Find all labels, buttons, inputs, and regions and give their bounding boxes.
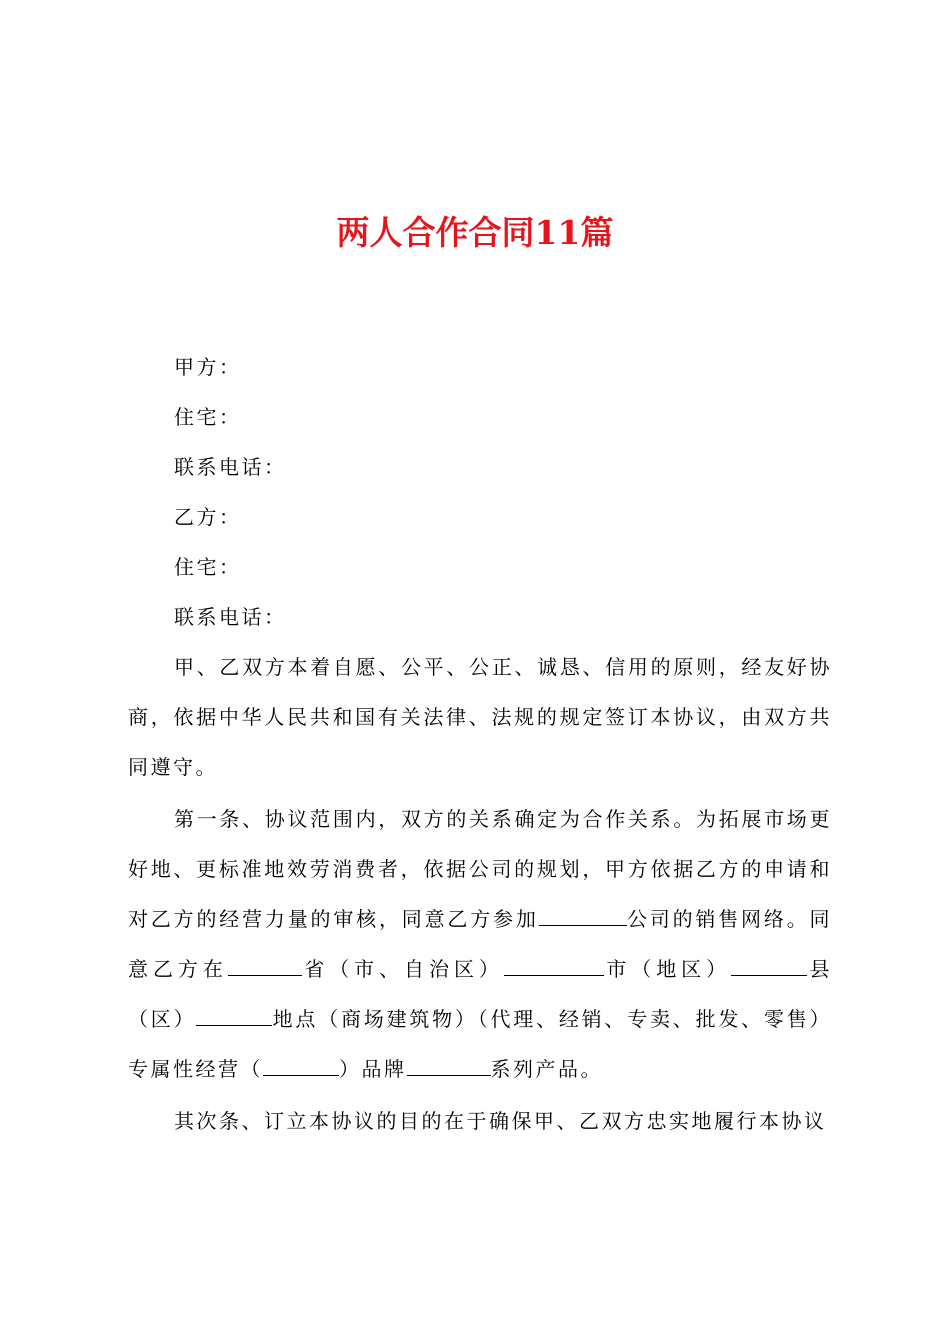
blank-brand xyxy=(407,1057,491,1076)
article-1-paragraph xyxy=(128,794,832,1094)
preamble-paragraph: 甲、乙双方本着自愿、公平、公正、诚恳、信用的原则，经友好协商，依据中华人民共和国有关法律、法规的规定签订本协议，由双方共同遵守。 xyxy=(128,655,832,779)
article-1-text-4: 市（地区） xyxy=(603,957,732,981)
blank-location xyxy=(196,1007,272,1026)
blank-county xyxy=(731,957,807,976)
blank-company xyxy=(539,907,627,926)
blank-brand-type xyxy=(263,1057,339,1076)
article-1-text-5: 县（区） xyxy=(128,957,833,1031)
party-b-address-label: 住宅： xyxy=(174,555,242,579)
party-b-name-label: 乙方： xyxy=(174,505,242,529)
document-title: 两人合作合同11篇 xyxy=(336,213,614,252)
blank-city xyxy=(504,957,604,976)
party-b-phone-label: 联系电话： xyxy=(174,605,287,629)
article-2-paragraph: 其次条、订立本协议的目的在于确保甲、乙双方忠实地履行本协议 xyxy=(174,1109,827,1133)
article-1-text-6: 地点（商场建筑物）（代理、经销、专卖、批发、零售）专属性经营（ xyxy=(128,1007,833,1081)
party-a-address-label: 住宅： xyxy=(174,405,242,429)
article-1-text-7: ）品牌 xyxy=(339,1057,407,1081)
article-1-text-1: 第一条、协议范围内，双方的关系确定为合作关系。为拓展市场更好地、更标准地效劳消费者，依据公司的规划，甲方依据乙方的申请和对乙方的经营力量的审核，同意乙方参加 xyxy=(128,807,832,931)
article-1-text-2: 公司的销售网络。同意乙方在 xyxy=(128,907,833,981)
article-1-text-3: 省（市、自治区） xyxy=(301,957,504,981)
party-a-name-label: 甲方： xyxy=(174,355,242,379)
blank-province xyxy=(228,957,302,976)
article-1-text-8: 系列产品。 xyxy=(490,1057,603,1081)
document-body xyxy=(128,342,832,1146)
party-a-phone-label: 联系电话： xyxy=(174,455,287,479)
